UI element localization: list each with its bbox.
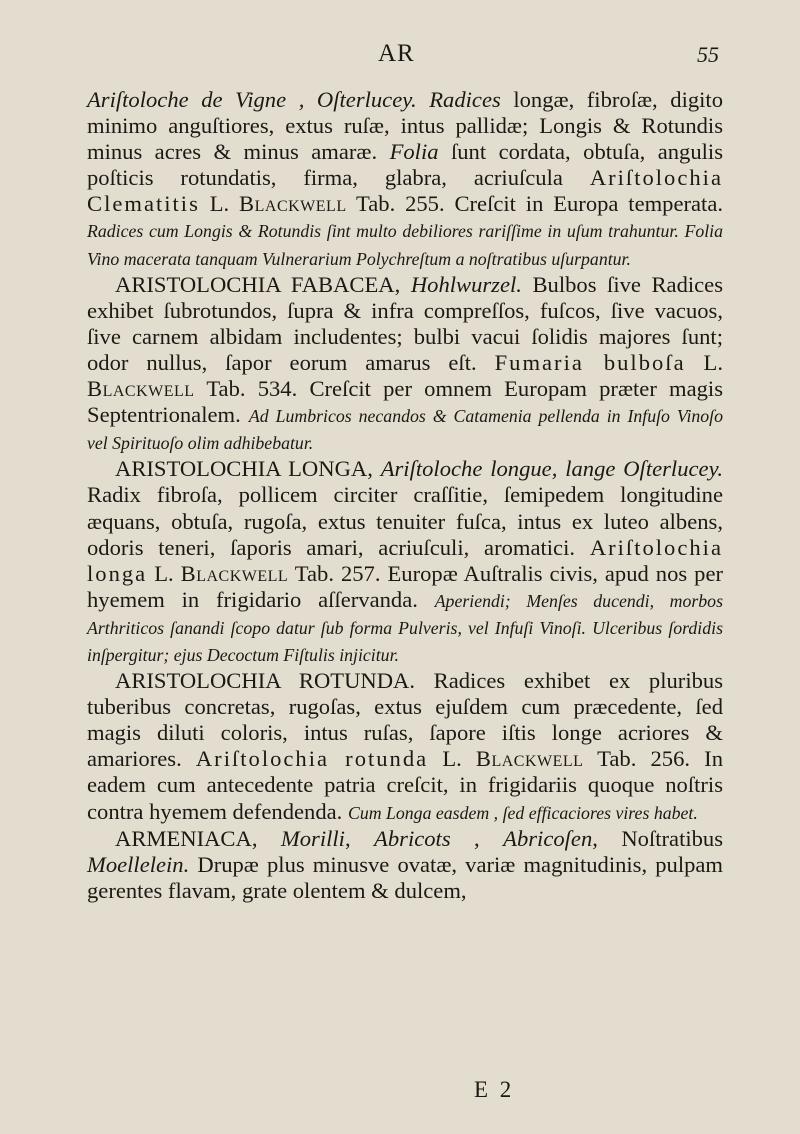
text-segment: , — [251, 825, 281, 851]
author-reference: Blackwell — [87, 376, 195, 402]
running-head: AR — [378, 40, 415, 67]
usage-note: Radices cum Longis & Rotundis ſint multo debiliores rariſſime in uſum trahuntur. Folia Vino macerata tanquam Vulnerarium Polychreſtum a noſtratibus uſurpantur. — [87, 221, 723, 269]
page-number: 55 — [697, 42, 719, 67]
text-segment: ſunt cordata, obtuſa, angulis poſticis rotundatis, firma, glabra, acriuſcula — [87, 139, 723, 191]
text-segment: Ariſtoloche de Vigne , Oſterlucey. Radices — [87, 87, 501, 112]
text-segment: longæ, fibroſæ, digito minimo anguſtiores, extus ruſæ, intus pallidæ; Longis & Rotundis minus acres & minus amaræ. — [87, 87, 723, 165]
body-text — [87, 87, 723, 904]
author-reference: Blackwell — [475, 746, 584, 772]
text-segment: Bulbos ſive Radices exhibet ſubrotundos, ſupra & infra compreſſos, fuſcos, ſive vacuos, ſive carnem albidam includentes; bulbi vacui ſolidis majores ſunt; odor nullus, ſapor eorum amarus eſt. — [87, 271, 723, 375]
text-segment: Radix fibroſa, pollicem circiter craſſitie, ſemipedem longitudine æquans, obtuſa, rugoſa, extus tenuiter fuſca, intus ex luteo albens, odoris teneri, ſaporis amari, acriuſculi, aromatici. — [87, 482, 723, 560]
entry-headword: ARMENIACA — [115, 825, 252, 851]
text-segment: Tab. 255. Creſcit in Europa temperata. — [346, 191, 724, 217]
entry-aristolochia-longa — [87, 456, 723, 668]
signature-mark: E 2 — [474, 1077, 515, 1102]
entry-aristolochia-fabacea — [87, 272, 723, 457]
species-name: Ariſtolochia longa — [87, 534, 723, 586]
text-segment: , — [394, 271, 411, 297]
entry-headword: ARISTOLOCHIA FABACEA — [115, 271, 395, 297]
text-segment: . Radices exhibet ex pluribus tuberibus concretas, rugoſas, extus ejuſdem cum præcedente, ſed magis diluti coloris, intus ruſas, ſapore iſtis longe acriores & amariores. — [87, 668, 723, 772]
usage-note: Ad Lumbricos necandos & Catamenia pellenda in Infuſo Vinoſo vel Spirituoſo olim adhibebatur. — [87, 406, 723, 454]
author-reference: Blackwell — [180, 560, 289, 586]
text-segment: L. — [199, 191, 240, 217]
species-name: Ariſtolochia Clematitis — [87, 165, 723, 217]
text-segment: Drupæ plus minusve ovatæ, variæ magnitudinis, pulpam gerentes flavam, grate olentem & dulcem, — [87, 851, 723, 903]
text-segment: L. — [147, 560, 181, 586]
page-header — [0, 40, 800, 80]
author-reference: Blackwell — [239, 191, 347, 217]
usage-note: Cum Longa easdem , ſed efficaciores vires habet. — [347, 802, 698, 823]
text-segment: , Noſtratibus — [592, 825, 724, 851]
text-segment: Tab. 257. Europæ Auſtralis civis, apud nos per hyemem in frigidario aſſervanda. — [87, 560, 723, 612]
text-segment: , — [450, 825, 504, 851]
entry-headword: ARISTOLOCHIA LONGA — [115, 456, 368, 482]
text-segment: L. — [428, 746, 476, 772]
text-segment: Abricoſen — [503, 825, 593, 851]
species-name: Ariſtolochia rotunda — [195, 746, 429, 772]
text-segment: L. — [685, 349, 724, 375]
text-segment: Tab. 256. In eadem cum antecedente patria creſcit, in frigidariis quoque noſtris contra hyemem defendenda. — [87, 746, 723, 824]
text-segment: Ariſtoloche longue, lange Oſterlucey. — [380, 456, 723, 482]
text-segment: Moellelein. — [87, 851, 190, 877]
usage-note: Aperiendi; Menſes ducendi, morbos Arthriticos ſanandi ſcopo datur ſub forma Pulveris, vel Infuſi Vinoſi. Ulceribus ſordidis inſpergitur; ejus Decoctum Fiſtulis injicitur. — [87, 590, 723, 665]
text-segment: Abricots — [374, 825, 451, 851]
text-segment: Hohlwurzel. — [410, 271, 522, 297]
species-name: Fumaria bulboſa — [494, 349, 686, 375]
text-segment: Tab. 534. Creſcit per omnem Europam præter magis Septentrionalem. — [87, 376, 723, 428]
text-segment: , — [344, 825, 375, 851]
entry-headword: ARISTOLOCHIA ROTUNDA — [115, 668, 410, 694]
text-segment: , — [367, 456, 381, 482]
entry-armeniaca — [87, 826, 723, 904]
entry-aristoloche-vigne — [87, 87, 723, 272]
text-segment: Morilli — [280, 825, 345, 851]
entry-aristolochia-rotunda — [87, 668, 723, 826]
text-segment: Folia — [389, 139, 439, 165]
